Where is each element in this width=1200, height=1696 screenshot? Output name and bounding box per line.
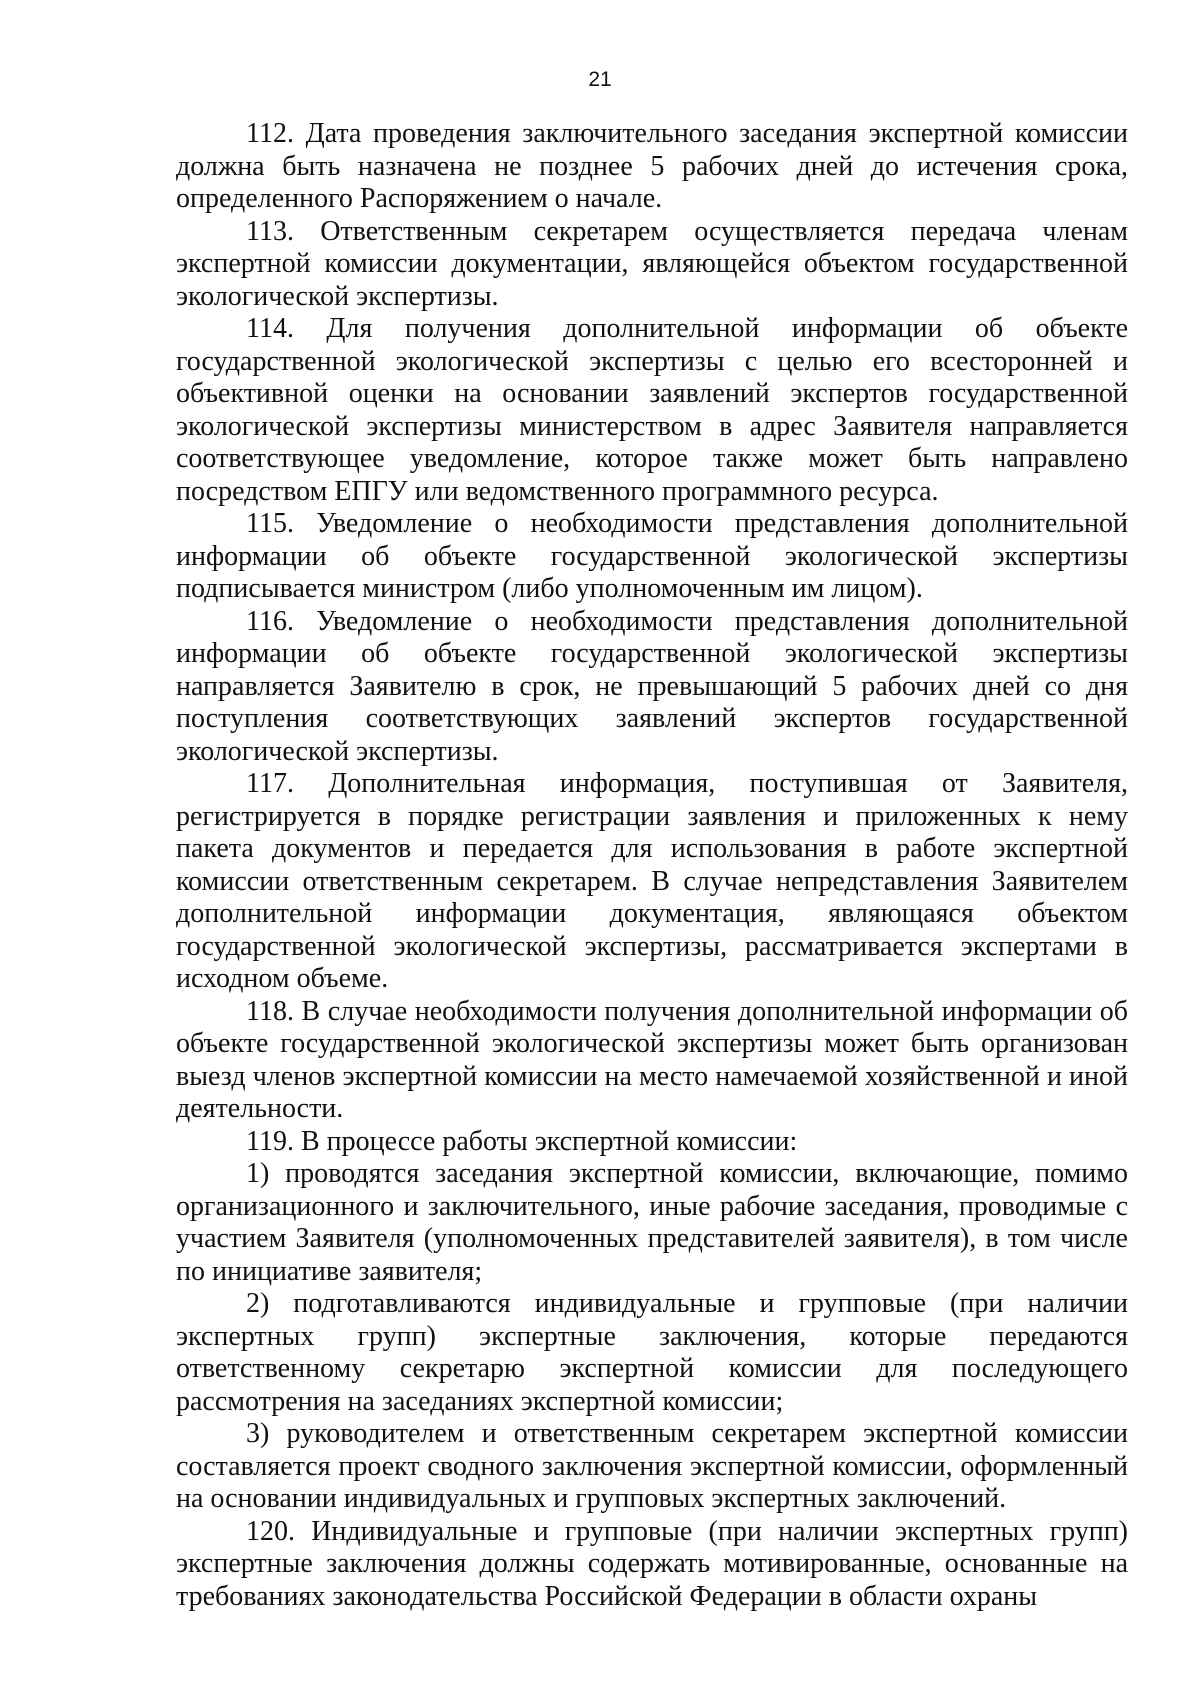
paragraph-119: 119. В процессе работы экспертной комиссии: [246,1125,798,1157]
page-number: 21 [588,68,612,91]
paragraph-118: 118. В случае необходимости получения дополнительной информации об объекте государственной экологической экспертизы может быть организован выезд членов экспертной комиссии на место намечаемой хозяйственной и иной деятельности. [176,995,1128,1124]
list-item-2: 2) подготавливаются индивидуальные и групповые (при наличии экспертных групп) экспертные заключения, которые передаются ответственному секретарю экспертной комиссии для последующего рассмотрения на заседаниях экспертной комиссии; [176,1288,1128,1417]
paragraph-115: 115. Уведомление о необходимости представления дополнительной информации об объекте государственной экологической экспертизы подписывается министром (либо уполномоченным им лицом). [176,508,1128,604]
paragraph-116: 116. Уведомление о необходимости представления дополнительной информации об объекте государственной экологической экспертизы направляется Заявителю в срок, не превышающий 5 рабочих дней со дня поступления соответствующих заявлений экспертов государственной экологической экспертизы. [176,605,1128,767]
paragraph-113: 113. Ответственным секретарем осуществляется передача членам экспертной комиссии документации, являющейся объектом государственной экологической экспертизы. [176,215,1128,312]
paragraph-120: 120. Индивидуальные и групповые (при наличии экспертных групп) экспертные заключения должны содержать мотивированные, основанные на требованиях законодательства Российской Федерации в области охраны [176,1515,1128,1612]
paragraph-117: 117. Дополнительная информация, поступившая от Заявителя, регистрируется в порядке регистрации заявления и приложенных к нему пакета документов и передается для использования в работе экспертной комиссии ответственным секретарем. В случае непредставления Заявителем дополнительной информации документация, являющаяся объектом государственной экологической экспертизы, рассматривается экспертами в исходном объеме. [176,768,1128,994]
document-body [176,118,1128,1613]
paragraph-112: 112. Дата проведения заключительного заседания экспертной комиссии должна быть назначена не позднее 5 рабочих дней до истечения срока, определенного Распоряжением о начале. [176,118,1128,214]
list-item-1: 1) проводятся заседания экспертной комиссии, включающие, помимо организационного и заключительного, иные рабочие заседания, проводимые с участием Заявителя (уполномоченных представителей заявителя), в том числе по инициативе заявителя; [176,1158,1128,1287]
paragraph-114: 114. Для получения дополнительной информации об объекте государственной экологической экспертизы с целью его всесторонней и объективной оценки на основании заявлений экспертов государственной экологической экспертизы министерством в адрес Заявителя направляется соответствующее уведомление, которое также может быть направлено посредством ЕПГУ или ведомственного программного ресурса. [176,313,1128,507]
list-item-3: 3) руководителем и ответственным секретарем экспертной комиссии составляется проект сводного заключения экспертной комиссии, оформленный на основании индивидуальных и групповых экспертных заключений. [176,1418,1128,1514]
